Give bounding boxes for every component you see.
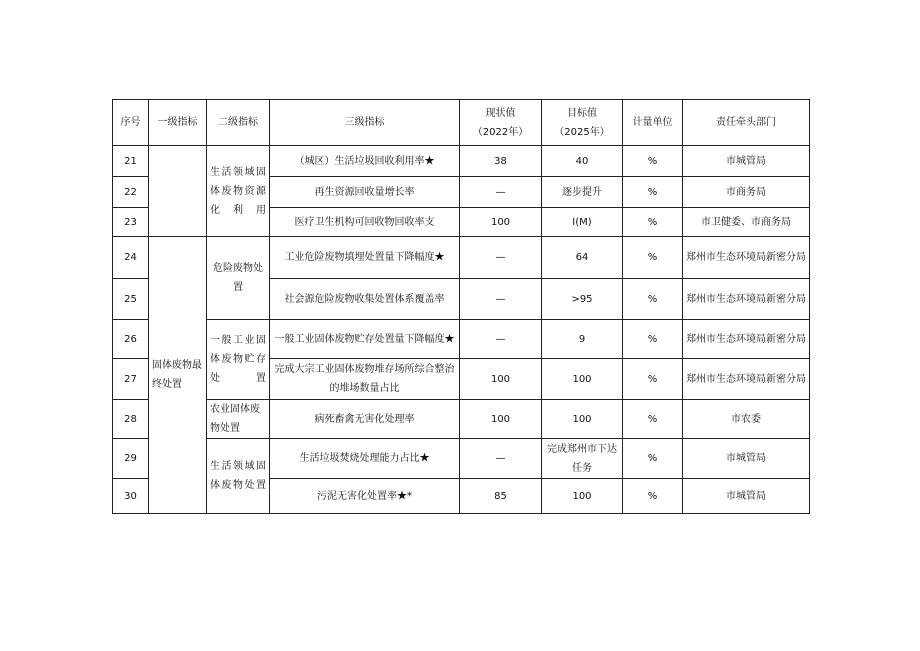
cell-dept: 郑州市生态环境局新密分局 <box>683 359 810 400</box>
cell-level2: 一般工业固体废物贮存处置 <box>207 320 270 400</box>
cell-target: 40 <box>542 146 623 177</box>
cell-indicator: （城区）生活垃圾回收利用率★ <box>270 146 460 177</box>
cell-current: — <box>460 439 542 479</box>
cell-level1-empty <box>149 146 207 237</box>
cell-dept: 市城管局 <box>683 479 810 514</box>
cell-current: — <box>460 237 542 279</box>
cell-unit: % <box>623 320 683 359</box>
cell-level2: 生活领域固体废物处置 <box>207 439 270 514</box>
cell-level2: 生活领域固体废物资源化利用 <box>207 146 270 237</box>
cell-target: 64 <box>542 237 623 279</box>
cell-seq: 29 <box>113 439 149 479</box>
cell-seq: 23 <box>113 208 149 237</box>
header-target-line1: 目标值 <box>567 107 597 119</box>
cell-unit: % <box>623 400 683 439</box>
table-row <box>113 237 810 279</box>
cell-seq: 24 <box>113 237 149 279</box>
cell-unit: % <box>623 237 683 279</box>
cell-seq: 21 <box>113 146 149 177</box>
cell-dept: 市农委 <box>683 400 810 439</box>
cell-indicator: 病死畜禽无害化处理率 <box>270 400 460 439</box>
cell-target: 100 <box>542 479 623 514</box>
cell-target: 100 <box>542 359 623 400</box>
table-row <box>113 400 810 439</box>
header-current <box>460 100 542 146</box>
header-level3: 三级指标 <box>270 100 460 146</box>
cell-unit: % <box>623 479 683 514</box>
cell-seq: 27 <box>113 359 149 400</box>
header-level2: 二级指标 <box>207 100 270 146</box>
cell-current: — <box>460 177 542 208</box>
cell-dept: 郑州市生态环境局新密分局 <box>683 237 810 279</box>
cell-dept: 郑州市生态环境局新密分局 <box>683 279 810 320</box>
cell-target: 逐步提升 <box>542 177 623 208</box>
cell-unit: % <box>623 177 683 208</box>
header-target-line2: （2025年） <box>554 126 610 138</box>
cell-dept: 市卫健委、市商务局 <box>683 208 810 237</box>
cell-seq: 22 <box>113 177 149 208</box>
cell-unit: % <box>623 146 683 177</box>
cell-indicator: 污泥无害化处置率★* <box>270 479 460 514</box>
cell-unit: % <box>623 279 683 320</box>
cell-current: 100 <box>460 208 542 237</box>
cell-current: 100 <box>460 359 542 400</box>
cell-indicator: 医疗卫生机构可回收物回收率支 <box>270 208 460 237</box>
cell-indicator: 社会源危险废物收集处置体系覆盖率 <box>270 279 460 320</box>
header-current-line1: 现状值 <box>485 107 516 119</box>
header-row <box>113 100 810 146</box>
cell-current: — <box>460 279 542 320</box>
header-level1: 一级指标 <box>149 100 207 146</box>
cell-seq: 30 <box>113 479 149 514</box>
table-row <box>113 439 810 479</box>
cell-indicator: 一般工业固体废物贮存处置量下降幅度★ <box>270 320 460 359</box>
cell-unit: % <box>623 208 683 237</box>
cell-level1: 固体废物最终处置 <box>149 237 207 514</box>
cell-dept: 市城管局 <box>683 439 810 479</box>
cell-target: 完成郑州市下达任务 <box>542 439 623 479</box>
cell-current: 38 <box>460 146 542 177</box>
cell-target: >95 <box>542 279 623 320</box>
cell-dept: 郑州市生态环境局新密分局 <box>683 320 810 359</box>
cell-unit: % <box>623 439 683 479</box>
cell-dept: 市城管局 <box>683 146 810 177</box>
cell-indicator: 再生资源回收量增长率 <box>270 177 460 208</box>
cell-level2: 农业固体废物处置 <box>207 400 270 439</box>
cell-dept: 市商务局 <box>683 177 810 208</box>
cell-target: 9 <box>542 320 623 359</box>
header-current-line2: （2022年） <box>472 126 529 138</box>
cell-indicator: 完成大宗工业固体废物堆存场所综合整治的堆场数量占比 <box>270 359 460 400</box>
cell-current: — <box>460 320 542 359</box>
table-row <box>113 320 810 359</box>
header-target <box>542 100 623 146</box>
cell-current: 100 <box>460 400 542 439</box>
cell-seq: 25 <box>113 279 149 320</box>
cell-seq: 28 <box>113 400 149 439</box>
header-seq: 序号 <box>113 100 149 146</box>
cell-indicator: 生活垃圾焚烧处理能力占比★ <box>270 439 460 479</box>
cell-target: I(M) <box>542 208 623 237</box>
header-unit: 计量单位 <box>623 100 683 146</box>
table-row <box>113 146 810 177</box>
header-dept: 责任牵头部门 <box>683 100 810 146</box>
cell-level2: 危险废物处置 <box>207 237 270 320</box>
cell-indicator: 工业危险废物填埋处置量下降幅度★ <box>270 237 460 279</box>
cell-target: 100 <box>542 400 623 439</box>
cell-current: 85 <box>460 479 542 514</box>
indicator-table <box>112 99 810 514</box>
cell-unit: % <box>623 359 683 400</box>
cell-seq: 26 <box>113 320 149 359</box>
